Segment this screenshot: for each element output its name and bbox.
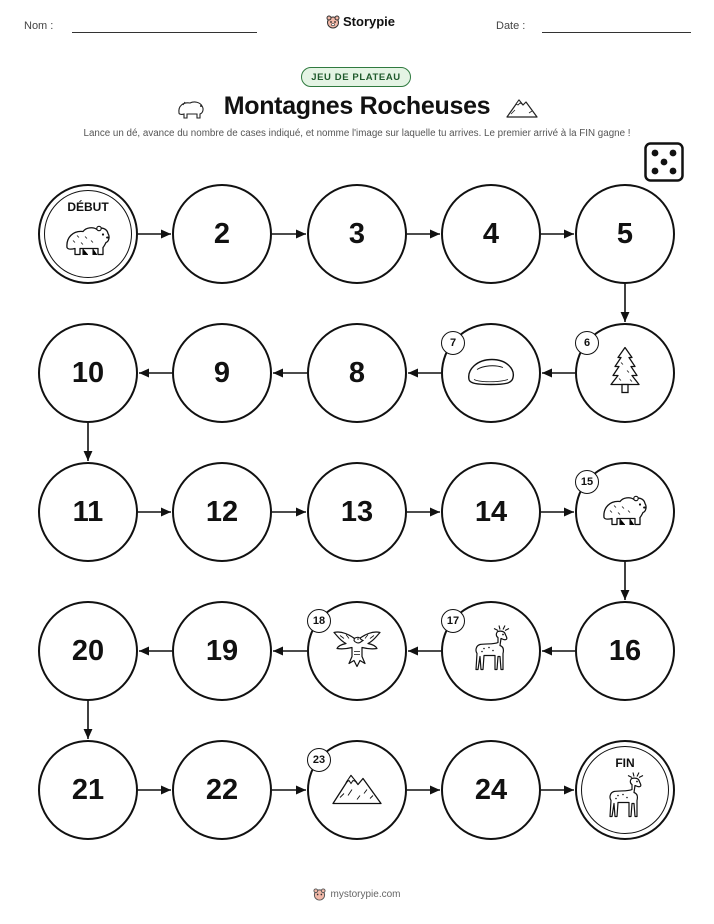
cell-number: 19	[205, 634, 239, 667]
board-cell-21	[38, 740, 138, 840]
board-cell-16	[575, 601, 675, 701]
eagle-icon	[332, 627, 382, 676]
cell-number-badge: 18	[307, 609, 331, 633]
board-cell-24	[441, 740, 541, 840]
board-cell-10	[38, 323, 138, 423]
bear-icon	[63, 220, 113, 263]
footer	[0, 888, 714, 901]
board-cell-4	[441, 184, 541, 284]
cell-number-badge: 6	[575, 331, 599, 355]
board-cell-14	[441, 462, 541, 562]
cell-number: 22	[205, 773, 239, 806]
cell-number: 21	[71, 773, 105, 806]
page-title: Montagnes Rocheuses	[223, 92, 491, 120]
board-cell-15	[575, 462, 675, 562]
cell-number: 12	[205, 495, 239, 528]
name-label: Nom :	[24, 20, 54, 32]
cell-number: 9	[213, 356, 231, 389]
board-cell-23	[307, 740, 407, 840]
board-cell-13	[307, 462, 407, 562]
board-cell-20	[38, 601, 138, 701]
stone-icon	[465, 354, 517, 393]
cell-number: 8	[348, 356, 366, 389]
board-cell-3	[307, 184, 407, 284]
board-cell-7	[441, 323, 541, 423]
footer-url[interactable]: mystorypie.com	[330, 889, 401, 900]
bear-icon	[600, 491, 650, 534]
cell-number: 2	[213, 217, 231, 250]
storypie-mascot-icon	[313, 888, 326, 901]
board-cell-9	[172, 323, 272, 423]
cell-number: 5	[616, 217, 634, 250]
cell-number: 3	[348, 217, 366, 250]
cell-number-badge: 15	[575, 470, 599, 494]
board-cell-2	[172, 184, 272, 284]
cell-number: 14	[474, 495, 508, 528]
pine-tree-icon	[608, 346, 642, 401]
cell-number-badge: 23	[307, 748, 331, 772]
board-cell-19	[172, 601, 272, 701]
board-cell-end	[575, 740, 675, 840]
deer-icon	[604, 770, 646, 825]
mountain-icon	[330, 768, 384, 813]
cell-number-badge: 17	[441, 609, 465, 633]
board-cell-18	[307, 601, 407, 701]
cell-title: DÉBUT	[67, 200, 109, 214]
brand-name: Storypie	[343, 14, 396, 29]
cell-title: FIN	[615, 756, 635, 770]
cell-number-badge: 7	[441, 331, 465, 355]
instructions: Lance un dé, avance du nombre de cases indiqué, et nomme l'image sur laquelle tu arrives. Le premier arrivé à la FIN gagne !	[83, 128, 631, 139]
board-cell-12	[172, 462, 272, 562]
cell-number: 4	[482, 217, 500, 250]
board-cell-6	[575, 323, 675, 423]
board-cell-22	[172, 740, 272, 840]
date-label: Date :	[496, 20, 526, 32]
cell-number: 16	[608, 634, 642, 667]
cell-number: 13	[340, 495, 374, 528]
board-game-badge: JEU DE PLATEAU	[301, 67, 411, 87]
deer-icon	[470, 624, 512, 679]
cell-number: 10	[71, 356, 105, 389]
board-cell-17	[441, 601, 541, 701]
cell-number: 24	[474, 773, 508, 806]
board-cell-5	[575, 184, 675, 284]
board-cell-11	[38, 462, 138, 562]
board-cell-start	[38, 184, 138, 284]
board-cell-8	[307, 323, 407, 423]
cell-number: 11	[72, 495, 104, 528]
cell-number: 20	[71, 634, 105, 667]
